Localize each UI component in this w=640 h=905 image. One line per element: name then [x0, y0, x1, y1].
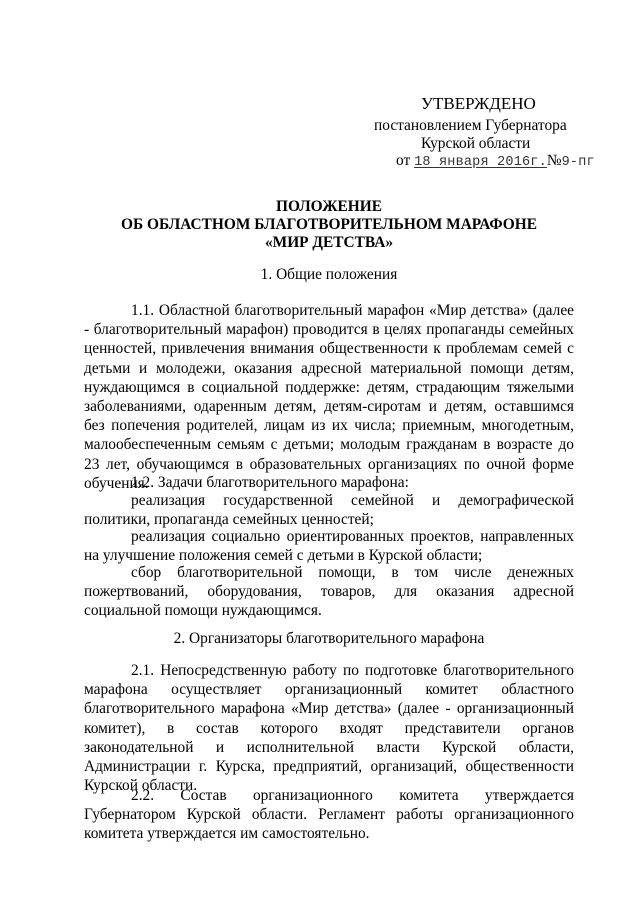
approval-date-line [396, 151, 595, 172]
approval-date-value: 18 января 2016г. [414, 155, 547, 170]
approval-region-line: Курской области [421, 135, 531, 152]
task-item-2: реализация социально ориентированных проектов, направленных на улучшение положения семей с детьми в Курской области; [84, 528, 574, 565]
paragraph-1-2: 1.2. Задачи благотворительного марафона: [131, 474, 409, 491]
document-title-line-3: «МИР ДЕТСТВА» [264, 234, 394, 251]
section-1-title: 1. Общие положения [260, 266, 398, 283]
document-title-line-2: ОБ ОБЛАСТНОМ БЛАГОТВОРИТЕЛЬНОМ МАРАФОНЕ [120, 216, 538, 233]
approval-decree-line: постановлением Губернатора [374, 117, 567, 134]
approval-number-value: 9-пг [561, 155, 595, 170]
task-item-3: сбор благотворительной помощи, в том числе денежных пожертвований, оборудования, товаров, для оказания адресной социальной помощи нуждающимся. [84, 564, 574, 620]
paragraph-2-2: 2.2. Состав организационного комитета утверждается Губернатором Курской области. Регламент работы организационного комитета утверждается им самостоятельно. [84, 787, 574, 843]
document-title-line-1: ПОЛОЖЕНИЕ [276, 198, 382, 215]
approval-number-prefix: № [546, 152, 562, 169]
approval-date-prefix: от [396, 152, 415, 169]
task-item-1: реализация государственной семейной и демографической политики, пропаганда семейных ценностей; [84, 492, 574, 529]
approval-title: УТВЕРЖДЕНО [421, 94, 536, 113]
paragraph-1-1: 1.1. Областной благотворительный марафон «Мир детства» (далее - благотворительный марафон) проводится в целях пропаганды семейных ценностей, привлечения внимания общественности к проблемам семей с детьми и молодежи, оказания адресной материальной помощи детям, нуждающимся в социальной поддержке: детям, страдающим тяжелыми заболеваниями, одаренным детям, детям-сиротам и детям, оставшимся без попечения родителей, лицам из их числа; приемным, многодетным, малообеспеченным семьям с детьми; молодым гражданам в возрасте до 23 лет, обучающимся в образовательных организациях по очной форме обучения. [84, 302, 574, 492]
section-2-title: 2. Организаторы благотворительного марафона [173, 630, 485, 647]
paragraph-2-1: 2.1. Непосредственную работу по подготовке благотворительного марафона осуществляет организационный комитет областного благотворительного марафона «Мир детства» (далее - организационный комитет), в состав которого входят представители органов законодательной и исполнительной власти Курской области, Администрации г. Курска, предприятий, организаций, общественности Курской области. [84, 662, 574, 795]
